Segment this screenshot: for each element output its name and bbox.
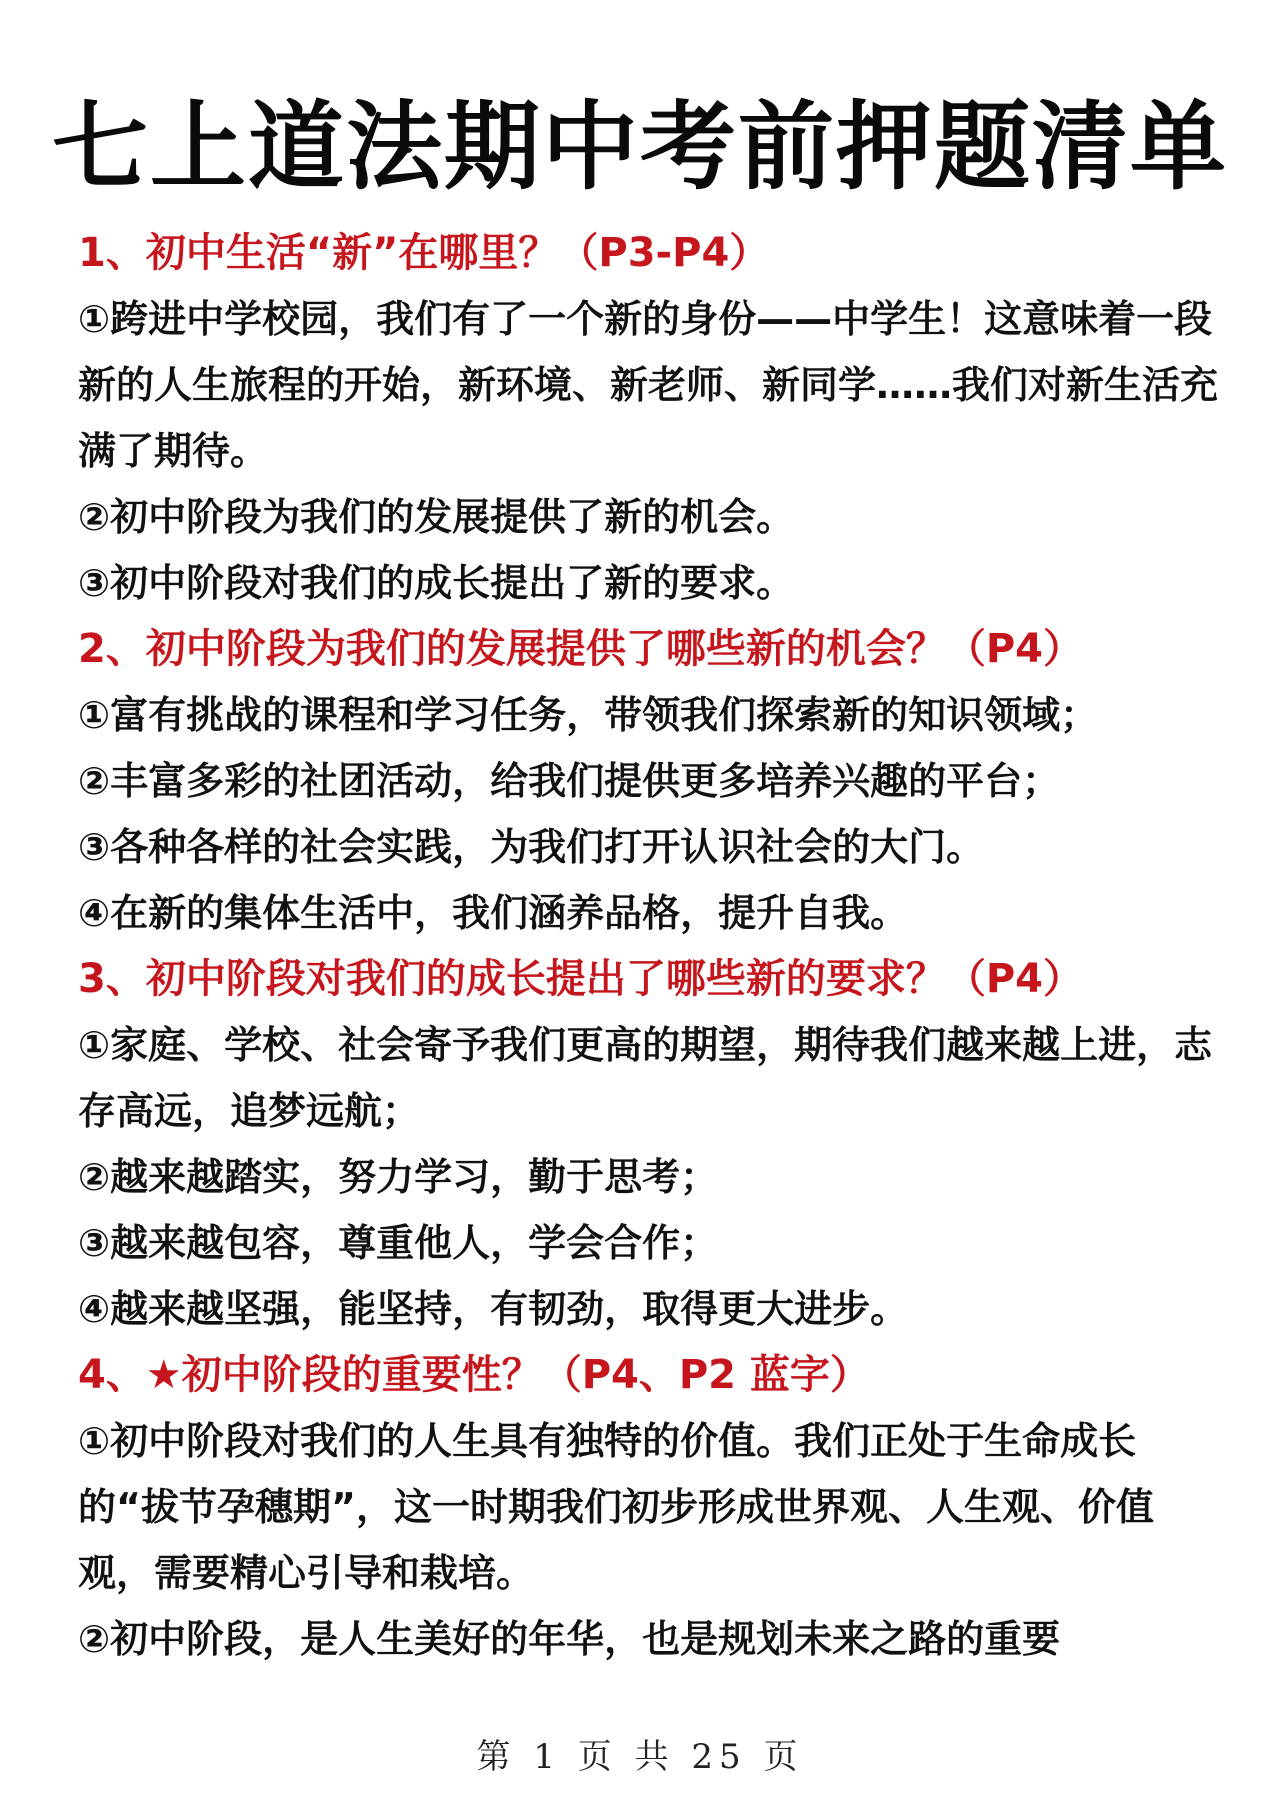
section-1 [78, 220, 1218, 616]
section-heading: 4、★初中阶段的重要性？（P4、P2 蓝字） [78, 1352, 870, 1398]
section-heading: 1、初中生活“新”在哪里？（P3-P4） [78, 230, 770, 276]
page-title: 七上道法期中考前押题清单 [52, 91, 1228, 203]
section-3 [78, 946, 1218, 1342]
list-item: ①富有挑战的课程和学习任务，带领我们探索新的知识领域； [78, 693, 1099, 737]
list-item: ①跨进中学校园，我们有了一个新的身份——中学生！这意味着一段新的人生旅程的开始，新环境、新老师、新同学……我们对新生活充满了期待。 [78, 297, 1219, 473]
list-item: ②丰富多彩的社团活动，给我们提供更多培养兴趣的平台； [78, 759, 1061, 803]
list-item: ②初中阶段，是人生美好的年华，也是规划未来之路的重要 [78, 1617, 1061, 1661]
list-item: ④在新的集体生活中，我们涵养品格，提升自我。 [78, 891, 909, 935]
list-item: ④越来越坚强，能坚持，有韧劲，取得更大进步。 [78, 1287, 909, 1331]
list-item: ①初中阶段对我们的人生具有独特的价值。我们正处于生命成长的“拔节孕穗期”，这一时期我们初步形成世界观、人生观、价值观，需要精心引导和栽培。 [78, 1419, 1154, 1595]
section-heading: 2、初中阶段为我们的发展提供了哪些新的机会？（P4） [78, 626, 1083, 672]
list-item: ①家庭、学校、社会寄予我们更高的期望，期待我们越来越上进，志存高远，追梦远航； [78, 1023, 1213, 1133]
list-item: ③越来越包容，尊重他人，学会合作； [78, 1221, 719, 1265]
section-2 [78, 616, 1218, 946]
list-item: ②越来越踏实，努力学习，勤于思考； [78, 1155, 719, 1199]
section-heading: 3、初中阶段对我们的成长提出了哪些新的要求？（P4） [78, 956, 1083, 1002]
list-item: ②初中阶段为我们的发展提供了新的机会。 [78, 495, 795, 539]
page-footer: 第 1 页 共 25 页 [476, 1737, 804, 1777]
document-body [78, 220, 1218, 1672]
section-4 [78, 1342, 1218, 1672]
list-item: ③初中阶段对我们的成长提出了新的要求。 [78, 561, 795, 605]
list-item: ③各种各样的社会实践，为我们打开认识社会的大门。 [78, 825, 985, 869]
